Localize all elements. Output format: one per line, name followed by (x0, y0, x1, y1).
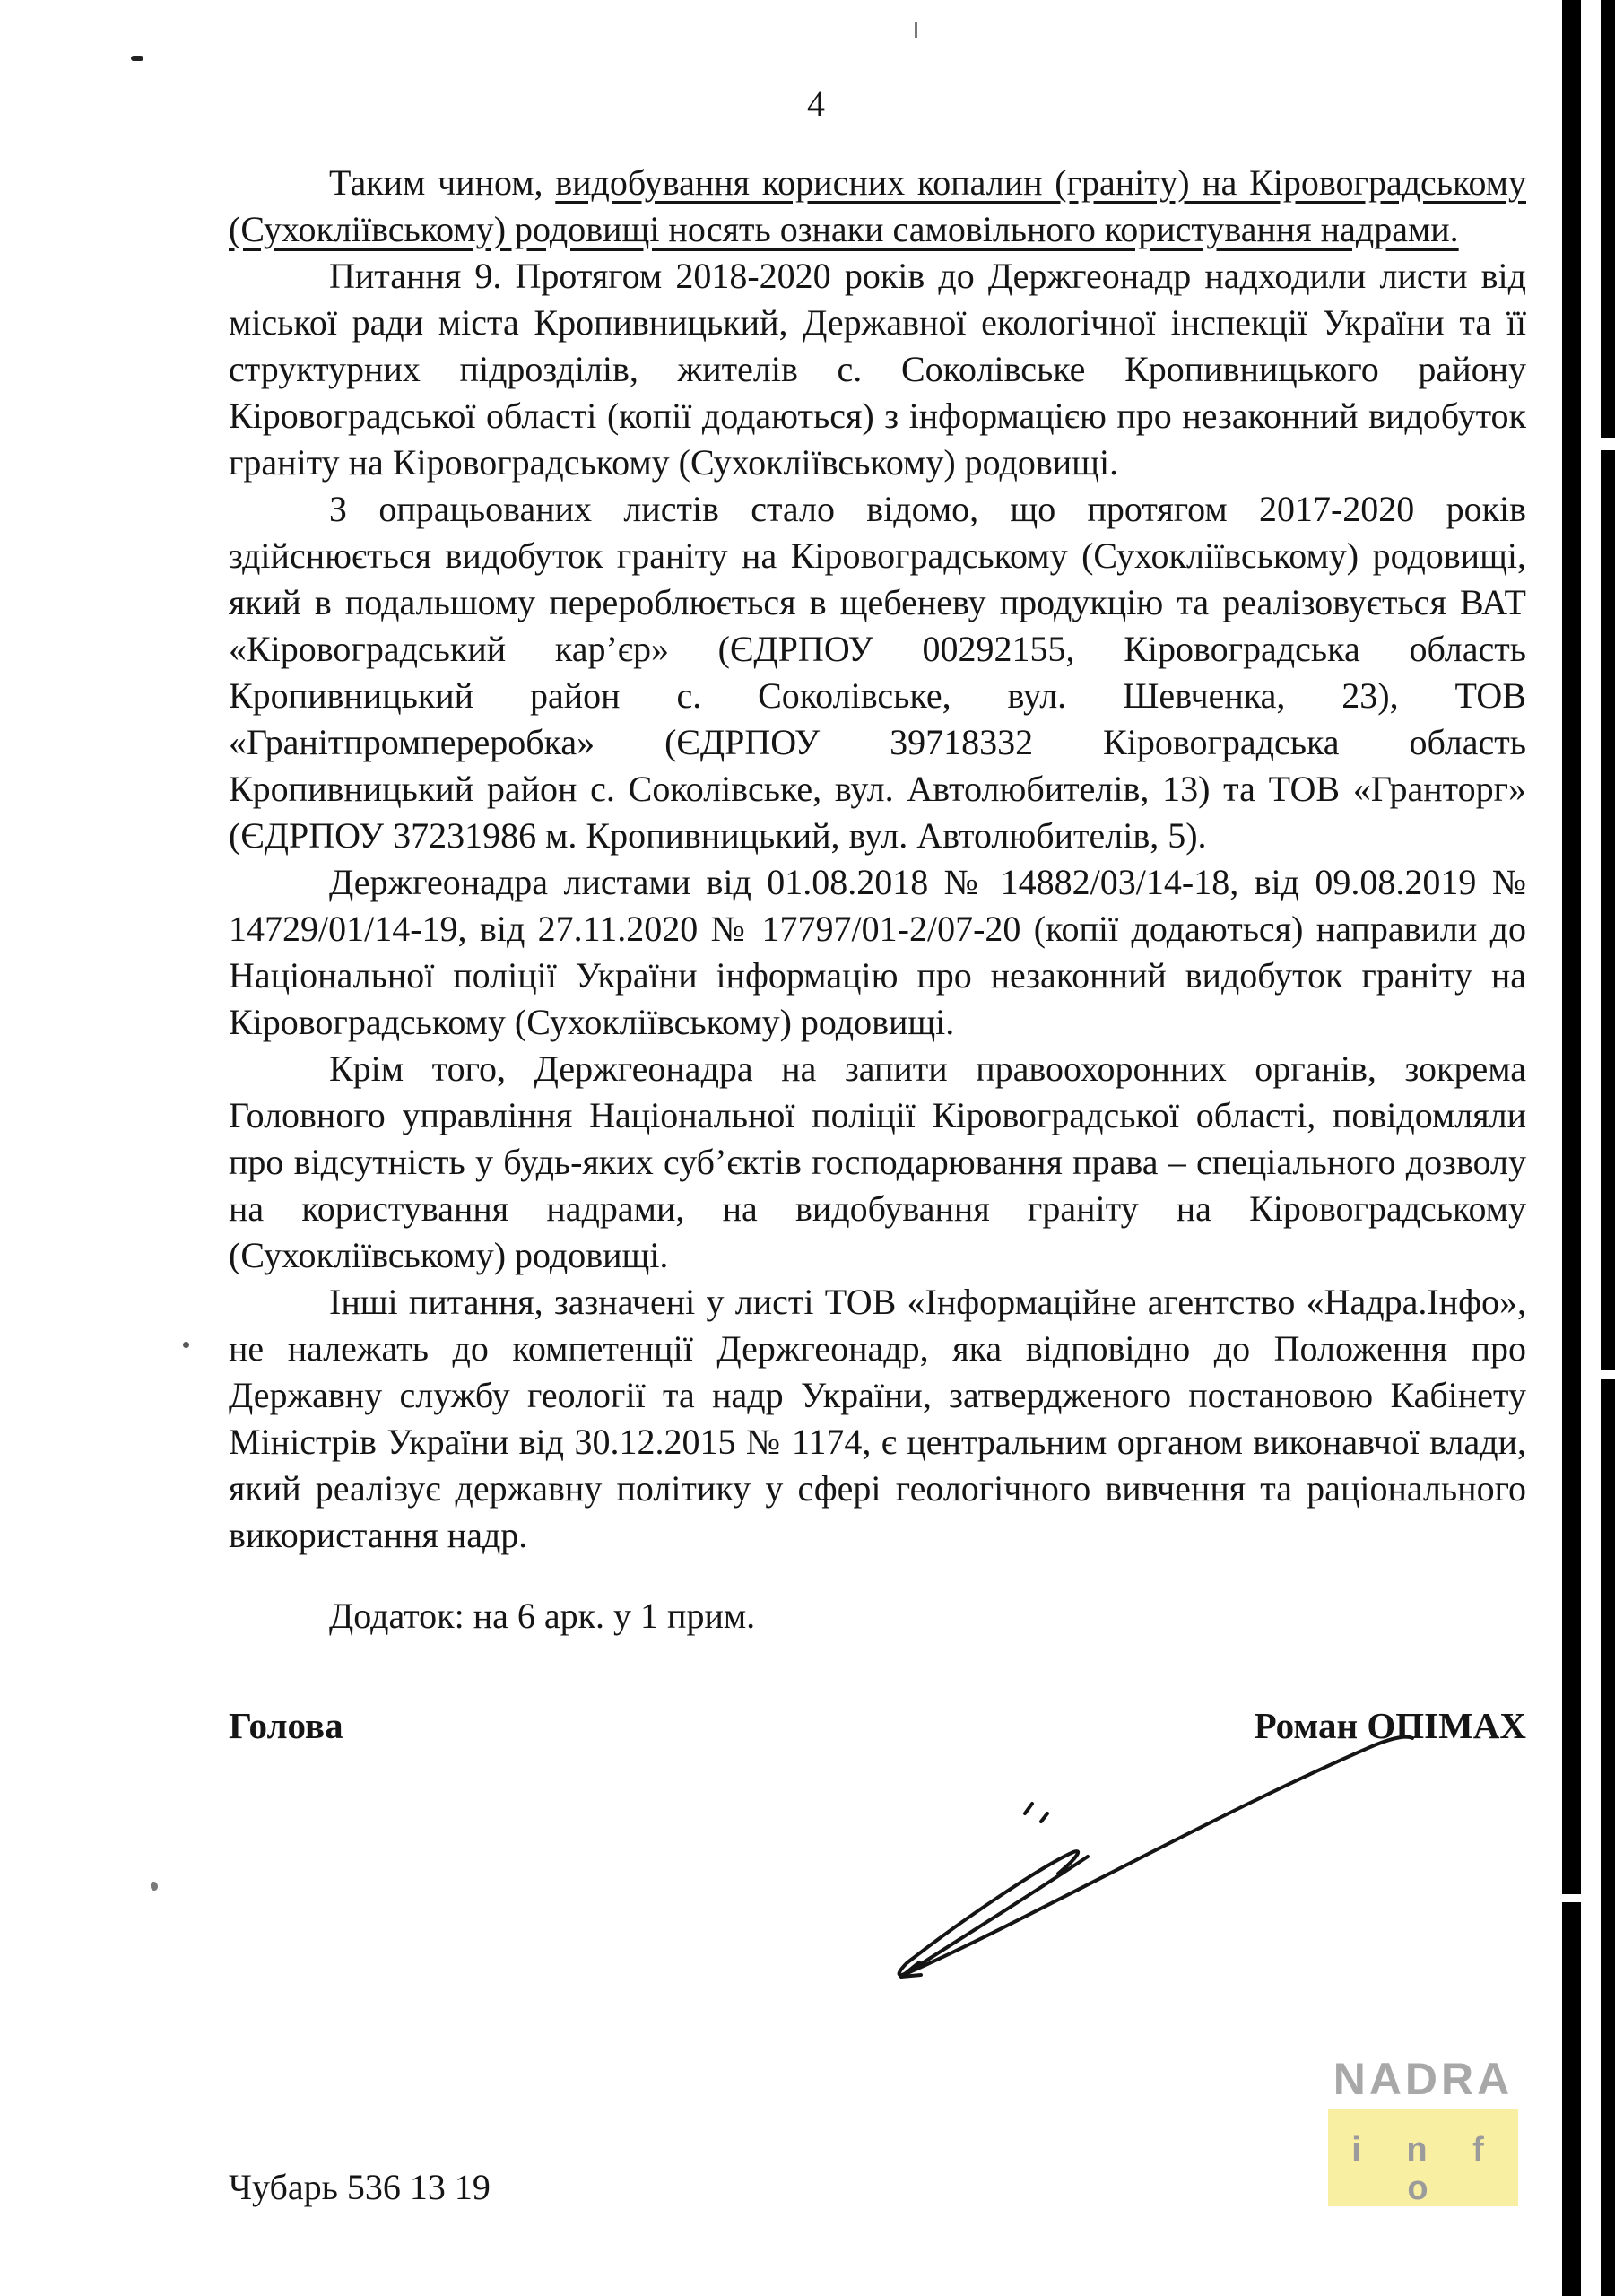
paragraph-police-letters: Держгеонадра листами від 01.08.2018 № 14882/03/14-18, від 09.08.2019 № 14729/01/14-19, від 27.11.2020 № 17797/01-2/07-20 (копії додаються) направили до Національної поліції України інформацію про незаконний видобуток граніту на Кіровоградському (Сухокліївському) родовищі. (229, 862, 1526, 1042)
document-body (229, 160, 1526, 1559)
paragraph-conclusion-lead: Таким чином, (329, 162, 556, 203)
handwritten-signature (874, 1715, 1430, 1993)
paragraph-law-enforcement: Крім того, Держгеонадра на запити правоохоронних органів, зокрема Головного управління Національної поліції Кіровоградської області, повідомляли про відсутність у будь-яких суб’єктів господарювання права – спеціального дозволу на користування надрами, на видобування граніту на Кіровоградському (Сухокліївському) родовищі. (229, 1048, 1526, 1275)
scan-speck (183, 1342, 189, 1348)
scan-edge-bar-outer (1601, 0, 1615, 2296)
scan-edge-notch (1562, 1894, 1581, 1902)
scan-speck (131, 56, 143, 61)
page-number: 4 (807, 83, 825, 124)
watermark-info-label: i n f o (1351, 2131, 1495, 2207)
paragraph-other-questions: Інші питання, зазначені у листі ТОВ «Інформаційне агентство «Надра.Інфо», не належать до компетенції Держгеонадр, яка відповідно до Положення про Державну службу геології та надр України, затвердженого постановою Кабінету Міністрів України від 30.12.2015 № 1174, є центральним органом виконавчої влади, який реалізує державну політику у сфері геологічного вивчення та раціонального використання надр. (229, 1282, 1526, 1555)
scan-edge-notch (1601, 1370, 1615, 1379)
scan-speck (915, 22, 917, 38)
attachment-note: Додаток: на 6 арк. у 1 прим. (329, 1596, 756, 1636)
scan-edge-notch (1601, 438, 1615, 450)
paragraph-letters-processed: З опрацьованих листів стало відомо, що протягом 2017-2020 років здійснюється видобуток граніту на Кіровоградському (Сухокліївському) родовищі, який в подальшому перероблюється в щебеневу продукцію та реалізовується ВАТ «Кіровоградський кар’єр» (ЄДРПОУ 00292155, Кіровоградська область Кропивницький район с. Соколівське, вул. Шевченка, 23), ТОВ «Гранітпромпереробка» (ЄДРПОУ 39718332 Кіровоградська область Кропивницький район с. Соколівське, вул. Автолюбителів, 13) та ТОВ «Гранторг» (ЄДРПОУ 37231986 м. Кропивницький, вул. Автолюбителів, 5). (229, 489, 1526, 856)
scan-speck (151, 1882, 158, 1891)
watermark-info-box (1328, 2109, 1518, 2206)
paragraph-question-9: Питання 9. Протягом 2018-2020 років до Держгеонадр надходили листи від міської ради міста Кропивницький, Державної екологічної інспекції України та її структурних підрозділів, жителів с. Соколівське Кропивницького району Кіровоградської області (копії додаються) з інформацією про незаконний видобуток граніту на Кіровоградському (Сухокліївському) родовищі. (229, 256, 1526, 483)
paragraph-conclusion (229, 160, 1526, 253)
signatory-name: Роман ОПІМАХ (1254, 1705, 1526, 1746)
underlined-passage: видобування корисних копалин (граніту) на Кіровоградському (Сухокліївському) родовищі носять ознаки самовільного користування надрами. (229, 162, 1526, 249)
watermark-nadra-info (1328, 2056, 1518, 2206)
watermark-nadra-label: NADRA (1333, 2054, 1514, 2104)
scan-edge-bar-inner (1562, 0, 1581, 2296)
footer-contact: Чубарь 536 13 19 (229, 2167, 491, 2207)
signatory-title: Голова (229, 1705, 343, 1746)
